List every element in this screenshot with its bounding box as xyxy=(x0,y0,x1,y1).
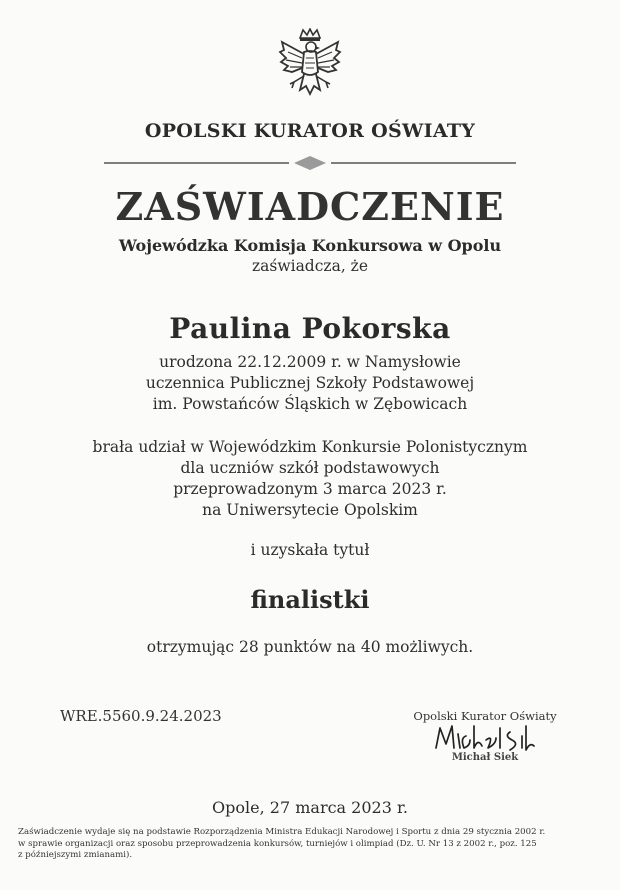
contest-line4: na Uniwersytecie Opolskim xyxy=(202,501,418,519)
recipient-name: Paulina Pokorska xyxy=(169,312,451,345)
recipient-school-line2: im. Powstańców Śląskich w Zębowicach xyxy=(152,395,468,413)
award-title: finalistki xyxy=(250,585,370,614)
commission-name: Wojewódzka Komisja Konkursowa w Opolu xyxy=(118,236,502,255)
ornamental-divider xyxy=(104,152,516,174)
footnote-line3: z późniejszymi zmianami). xyxy=(18,850,133,861)
handwritten-signature xyxy=(430,722,540,756)
obtained-text: i uzyskała tytuł xyxy=(250,541,370,559)
signatory-title: Opolski Kurator Oświaty xyxy=(413,709,557,723)
polish-eagle-emblem xyxy=(278,28,342,102)
contest-line3: przeprowadzonym 3 marca 2023 r. xyxy=(173,480,447,498)
recipient-school-line1: uczennica Publicznej Szkoły Podstawowej xyxy=(145,374,475,392)
certifies-text: zaświadcza, że xyxy=(251,257,369,275)
place-and-date: Opole, 27 marca 2023 r. xyxy=(212,798,408,817)
signatory-name: Michał Siek xyxy=(451,752,519,763)
recipient-birth: urodzona 22.12.2009 r. w Namysłowie xyxy=(159,353,461,371)
contest-line1: brała udział w Wojewódzkim Konkursie Polonistycznym xyxy=(92,438,528,456)
document-title: ZAŚWIADCZENIE xyxy=(115,184,505,229)
score-text: otrzymując 28 punktów na 40 możliwych. xyxy=(146,638,474,656)
footnote-line1: Zaświadczenie wydaje się na podstawie Rozporządzenia Ministra Edukacji Narodowej i Sportu z dnia 29 stycznia 2002 r. xyxy=(18,827,546,837)
footnote-line2: w sprawie organizacji oraz sposobu przeprowadzenia konkursów, turniejów i olimpiad (Dz. U. Nr 13 z 2002 r., poz. 125 xyxy=(18,838,537,849)
legal-footnote xyxy=(18,827,603,862)
authority-heading: OPOLSKI KURATOR OŚWIATY xyxy=(144,120,476,142)
reference-number: WRE.5560.9.24.2023 xyxy=(60,707,222,725)
contest-line2: dla uczniów szkół podstawowych xyxy=(180,459,440,477)
